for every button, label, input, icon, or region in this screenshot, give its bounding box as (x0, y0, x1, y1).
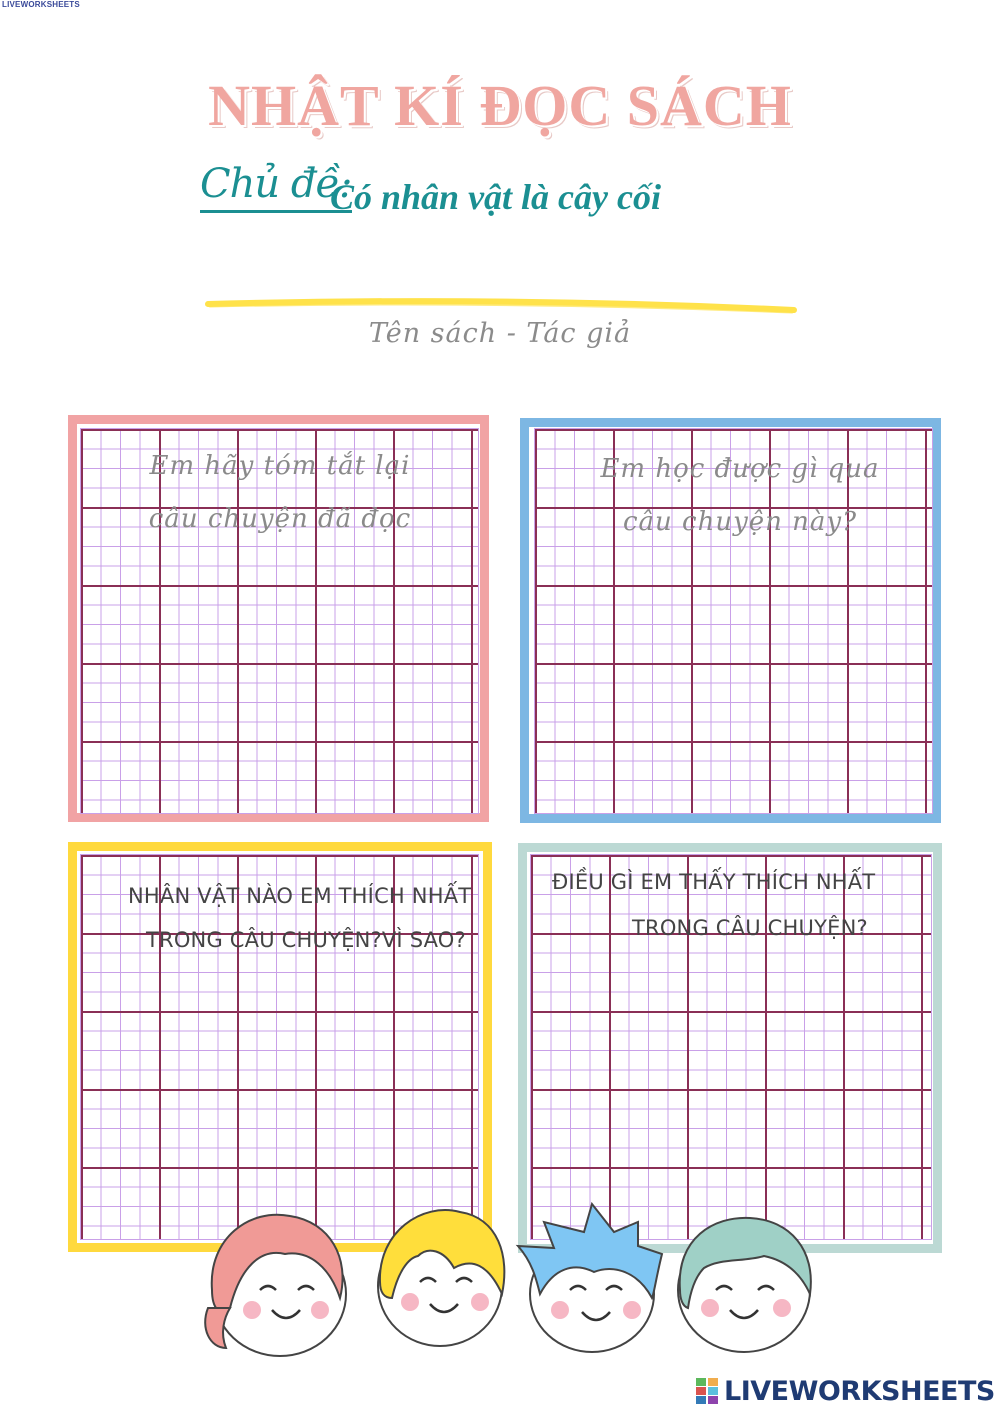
blue-hair-kid-icon (518, 1204, 662, 1352)
favorite-part-prompt-line-2: TRONG CÂU CHUYỆN? (632, 916, 868, 940)
summary-prompt-line-2: câu chuyện đã đọc (148, 504, 412, 534)
summary-prompt (100, 440, 460, 546)
favorite-character-prompt-line-1: NHÂN VẬT NÀO EM THÍCH NHẤT (128, 884, 472, 908)
lesson-prompt-line-2: câu chuyện này? (622, 507, 858, 537)
favorite-character-prompt-line-2: TRONG CÂU CHUYỆN?VÌ SAO? (146, 928, 466, 952)
teal-hair-kid-icon (678, 1218, 811, 1352)
favorite-character-writing-grid[interactable] (80, 854, 479, 1240)
summary-prompt-line-1: Em hãy tóm tắt lại (149, 451, 411, 481)
lesson-prompt-line-1: Em học được gì qua (600, 454, 880, 484)
favorite-part-writing-grid[interactable] (530, 854, 932, 1240)
kids-faces-illustration (190, 1198, 830, 1368)
lesson-prompt (550, 443, 930, 549)
pink-hair-kid-icon (205, 1215, 346, 1356)
top-watermark: LIVEWORKSHEETS (2, 0, 80, 9)
liveworksheets-logo-icon (696, 1376, 720, 1406)
yellow-hair-kid-icon (378, 1210, 504, 1346)
liveworksheets-logo-text: LIVEWORKSHEETS (724, 1376, 995, 1407)
favorite-part-prompt-line-1: ĐIỀU GÌ EM THẤY THÍCH NHẤT (552, 870, 876, 894)
topic-label: Chủ đề: (200, 158, 352, 213)
page-title: NHẬT KÍ ĐỌC SÁCH (208, 73, 792, 138)
book-author-label: Tên sách - Tác giả (368, 318, 632, 349)
topic-text: Có nhân vật là cây cối (330, 177, 661, 217)
